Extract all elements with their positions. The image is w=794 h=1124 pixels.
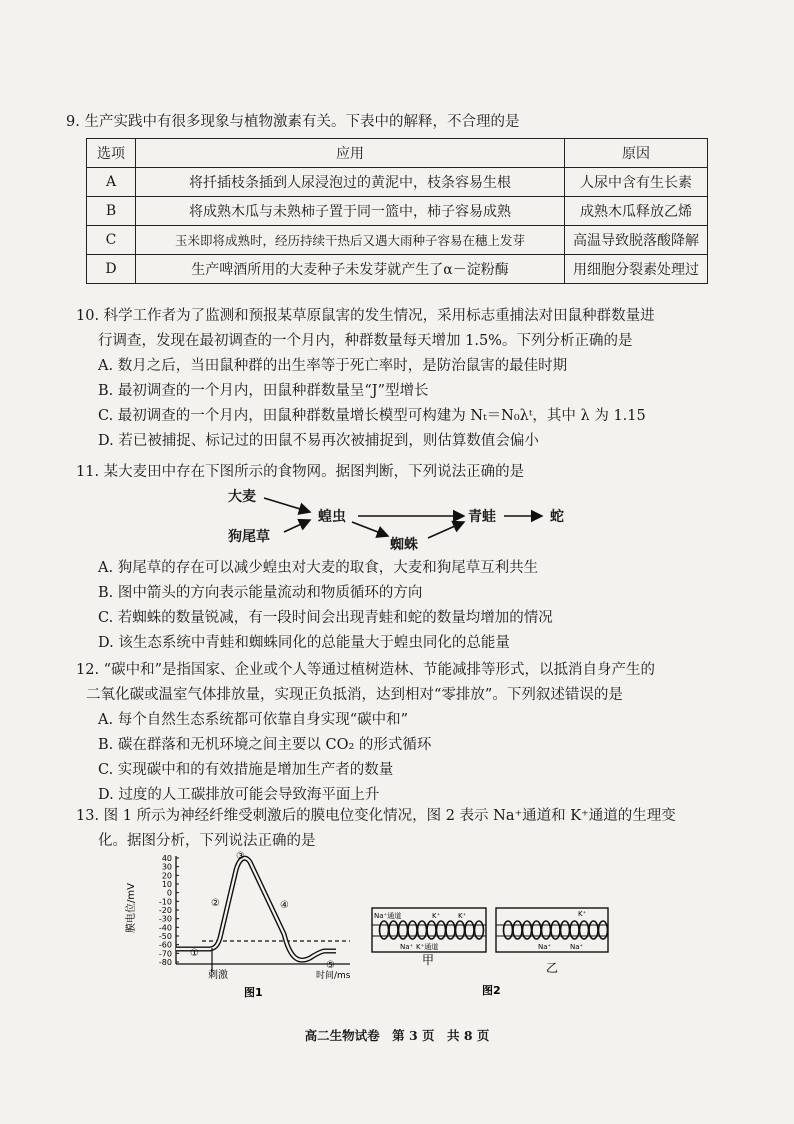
fig1-ytick-label: -70 — [158, 949, 172, 959]
arrow-foxtail-locust — [284, 520, 310, 532]
fig2-k-plus-label-2: K⁺ — [458, 912, 467, 920]
q13-stem-line1: 13. 图 1 所示为神经纤维受刺激后的膜电位变化情况，图 2 表示 Na⁺通道和 K⁺通道的生理变 — [76, 808, 676, 824]
fig1-ytick-label: 20 — [161, 871, 172, 881]
food-web-diagram — [200, 484, 600, 554]
fig1-ytick-label: -50 — [158, 932, 172, 941]
table-row — [87, 255, 708, 284]
fig1-marker-1: ① — [190, 948, 199, 959]
table-cell: A — [87, 168, 136, 197]
q11-option-c: C. 若蜘蛛的数量锐减，有一段时间会出现青蛙和蛇的数量均增加的情况 — [98, 610, 553, 626]
page-footer: 高二生物试卷 第 3 页 共 8 页 — [304, 1028, 490, 1043]
fig1-marker-4: ④ — [280, 900, 289, 911]
fig2-k-channel-label: K⁺通道 — [416, 943, 439, 951]
table-cell: C — [87, 226, 136, 255]
fig1-ytick-label: 0 — [166, 888, 172, 898]
fig1-marker-2: ② — [211, 898, 220, 909]
table-cell: 高温导致脱落酸降解 — [565, 226, 708, 255]
q11-stem: 11. 某大麦田中存在下图所示的食物网。据图判断，下列说法正确的是 — [76, 464, 525, 480]
fig2-na-channel-label: Na⁺通道 — [374, 912, 402, 920]
fig1-ytick-label: -30 — [158, 914, 172, 924]
node-locust: 蝗虫 — [318, 509, 346, 525]
q10 — [76, 304, 655, 454]
table-cell: 用细胞分裂素处理过 — [565, 255, 708, 284]
q13 — [76, 804, 676, 854]
q11-option-b: B. 图中箭头的方向表示能量流动和物质循环的方向 — [98, 585, 423, 601]
q12 — [76, 658, 655, 808]
q11-option-d: D. 该生态系统中青蛙和蜘蛛同化的总能量大于蝗虫同化的总能量 — [98, 635, 510, 651]
table-cell: 生产啤酒所用的大麦种子未发芽就产生了α－淀粉酶 — [136, 255, 565, 284]
fig1-stimulus-label: 刺激 — [208, 970, 228, 981]
fig1-curve-inner — [176, 858, 336, 960]
q12-option-a: A. 每个自然生态系统都可依靠自身实现“碳中和” — [98, 712, 409, 728]
q10-stem-line2: 行调查，发现在最初调查的一个月内，种群数量每天增加 1.5%。下列分析正确的是 — [98, 333, 633, 349]
table-cell: D — [87, 255, 136, 284]
q10-option-a: A. 数月之后，当田鼠种群的出生率等于死亡率时，是防治鼠害的最佳时期 — [98, 358, 568, 374]
q12-stem-line2: 二氧化碳或温室气体排放量，实现正负抵消，达到相对“零排放”。下列叙述错误的是 — [86, 687, 623, 703]
arrow-locust-spider — [352, 522, 388, 536]
table-header: 应用 — [136, 139, 565, 168]
table-cell: 人尿中含有生长素 — [565, 168, 708, 197]
arrow-spider-frog — [428, 522, 464, 538]
node-snake: 蛇 — [550, 509, 564, 525]
table-cell: 玉米即将成熟时，经历持续干热后又遇大雨种子容易在穗上发芽 — [136, 226, 565, 255]
fig1-marker-5: ⑤ — [326, 960, 335, 971]
table-header: 原因 — [565, 139, 708, 168]
fig1-ylabel: 膜电位/mV — [126, 883, 137, 933]
fig2-panel-jia — [372, 908, 486, 967]
q13-figures-svg — [120, 848, 720, 1008]
node-spider: 蜘蛛 — [390, 537, 418, 553]
table-cell: 将成熟木瓜与未熟柿子置于同一篮中，柿子容易成熟 — [136, 197, 565, 226]
fig2-k-plus-label-yi: K⁺ — [578, 910, 587, 918]
fig2-panel-yi — [496, 908, 608, 975]
table-row — [87, 226, 708, 255]
fig1-ytick-label: -40 — [158, 923, 172, 933]
fig1-ytick-label: -20 — [158, 906, 172, 915]
table-cell: 成熟木瓜释放乙烯 — [565, 197, 708, 226]
arrow-barley-locust — [264, 498, 310, 512]
fig1-ytick-label: -80 — [158, 958, 172, 967]
fig1-ytick-label: 40 — [161, 854, 172, 863]
q9-table — [86, 138, 708, 284]
q10-option-d: D. 若已被捕捉、标记过的田鼠不易再次被捕捉到，则估算数值会偏小 — [98, 433, 539, 449]
fig1-membrane-potential — [124, 851, 351, 999]
q10-option-b: B. 最初调查的一个月内，田鼠种群数量呈“J”型增长 — [98, 383, 429, 399]
table-header-row — [87, 139, 708, 168]
fig1-ytick-label: -60 — [158, 940, 172, 950]
fig2-panel-yi-label: 乙 — [546, 961, 559, 975]
fig1-ytick-label: -10 — [158, 897, 172, 907]
node-foxtail: 狗尾草 — [228, 529, 270, 545]
node-barley: 大麦 — [228, 489, 256, 505]
fig2-na-plus-label-yi: Na⁺ — [538, 943, 552, 951]
q11-options — [76, 556, 553, 656]
q12-option-b: B. 碳在群落和无机环境之间主要以 CO₂ 的形式循环 — [98, 737, 432, 753]
table-row — [87, 168, 708, 197]
fig1-caption: 图1 — [244, 986, 263, 999]
fig1-ytick-label: 30 — [161, 862, 172, 872]
table-header: 选项 — [87, 139, 136, 168]
table-row — [87, 197, 708, 226]
q12-option-d: D. 过度的人工碳排放可能会导致海平面上升 — [98, 787, 380, 803]
q10-stem-line1: 10. 科学工作者为了监测和预报某草原鼠害的发生情况，采用标志重捕法对田鼠种群数量进 — [76, 308, 655, 324]
q13-stem-line2: 化。据图分析，下列说法正确的是 — [98, 833, 316, 849]
fig2-caption: 图2 — [482, 984, 501, 997]
fig2-na-plus-label: Na⁺ — [400, 943, 414, 951]
q9-stem: 9. 生产实践中有很多现象与植物激素有关。下表中的解释，不合理的是 — [66, 114, 520, 130]
table-cell: 将扦插枝条插到人尿浸泡过的黄泥中，枝条容易生根 — [136, 168, 565, 197]
q10-option-c: C. 最初调查的一个月内，田鼠种群数量增长模型可构建为 Nₜ＝N₀λᵗ，其中 λ 为 1.15 — [98, 408, 646, 424]
fig2-k-plus-label: K⁺ — [432, 912, 441, 920]
q12-option-c: C. 实现碳中和的有效措施是增加生产者的数量 — [98, 762, 394, 778]
fig2-na-plus-label-yi-2: Na⁺ — [570, 943, 584, 951]
q13-figures — [120, 848, 720, 1008]
fig1-xlabel: 时间/ms — [316, 971, 351, 981]
fig1-ytick-label: 10 — [161, 880, 172, 889]
fig1-marker-3: ③ — [236, 851, 245, 862]
table-cell: B — [87, 197, 136, 226]
node-frog: 青蛙 — [468, 509, 496, 525]
q12-stem-line1: 12. “碳中和”是指国家、企业或个人等通过植树造林、节能减排等形式，以抵消自身产生的 — [76, 662, 655, 678]
q11-option-a: A. 狗尾草的存在可以减少蝗虫对大麦的取食，大麦和狗尾草互利共生 — [98, 560, 539, 576]
fig2-panel-jia-label: 甲 — [422, 953, 435, 967]
